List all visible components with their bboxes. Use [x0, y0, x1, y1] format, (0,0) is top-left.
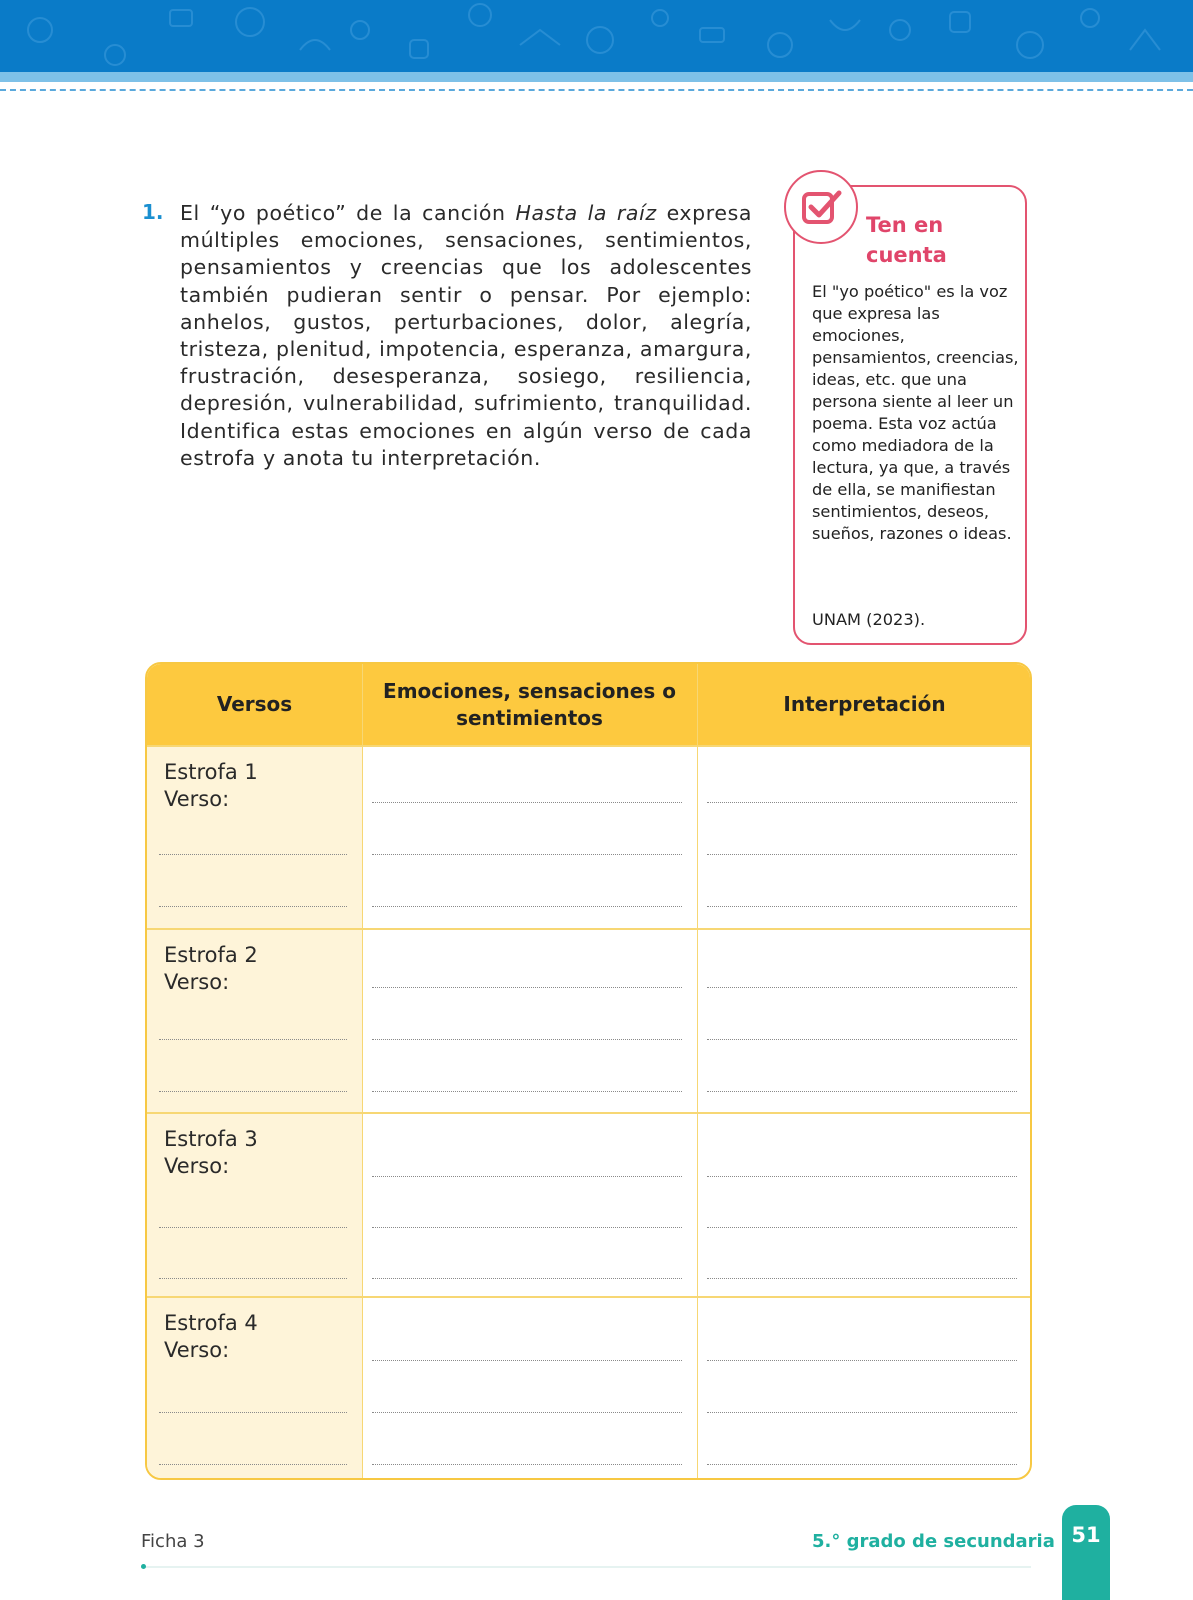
- column-divider: [362, 664, 363, 1478]
- answer-line-emociones[interactable]: [372, 906, 682, 907]
- answer-line-interpretacion[interactable]: [707, 1227, 1017, 1228]
- answer-line-emociones[interactable]: [372, 1360, 682, 1361]
- answer-line-verso[interactable]: [159, 1278, 347, 1279]
- header-stripe: [0, 72, 1193, 82]
- answer-line-interpretacion[interactable]: [707, 1464, 1017, 1465]
- activity-instructions: [180, 200, 752, 472]
- answer-line-interpretacion[interactable]: [707, 906, 1017, 907]
- estrofa-4-title: Estrofa 4: [164, 1311, 258, 1335]
- footer-ficha: Ficha 3: [141, 1531, 205, 1552]
- row-divider: [147, 1112, 1030, 1114]
- answer-line-verso[interactable]: [159, 1039, 347, 1040]
- emotions-table: [145, 662, 1032, 1480]
- page-number-tab: [1062, 1505, 1110, 1600]
- answer-line-emociones[interactable]: [372, 1464, 682, 1465]
- estrofa-2-title: Estrofa 2: [164, 943, 258, 967]
- answer-line-emociones[interactable]: [372, 1176, 682, 1177]
- tip-title-line-1: Ten en: [866, 213, 944, 237]
- answer-line-emociones[interactable]: [372, 802, 682, 803]
- estrofa-4-label: [164, 1310, 258, 1364]
- tip-title: [866, 210, 1016, 270]
- header-emociones: Emociones, sensaciones o sentimientos: [383, 678, 676, 730]
- column-divider: [697, 664, 698, 1478]
- header-pattern-icon: [0, 0, 1193, 72]
- header-versos: Versos: [216, 692, 293, 716]
- answer-line-interpretacion[interactable]: [707, 802, 1017, 803]
- estrofa-3-title: Estrofa 3: [164, 1127, 258, 1151]
- tip-source: UNAM (2023).: [812, 610, 926, 629]
- answer-line-verso[interactable]: [159, 906, 347, 907]
- estrofa-3-verso: Verso:: [164, 1154, 230, 1178]
- answer-line-interpretacion[interactable]: [707, 1412, 1017, 1413]
- checkbox-check-icon: [800, 186, 844, 230]
- answer-line-verso[interactable]: [159, 1464, 347, 1465]
- answer-line-verso[interactable]: [159, 854, 347, 855]
- footer-dot-icon: [141, 1564, 146, 1569]
- row-divider: [147, 1296, 1030, 1298]
- answer-line-interpretacion[interactable]: [707, 854, 1017, 855]
- answer-line-interpretacion[interactable]: [707, 1039, 1017, 1040]
- estrofa-1-verso: Verso:: [164, 787, 230, 811]
- answer-line-interpretacion[interactable]: [707, 1278, 1017, 1279]
- answer-line-interpretacion[interactable]: [707, 1176, 1017, 1177]
- estrofa-3-label: [164, 1126, 258, 1180]
- answer-line-verso[interactable]: [159, 1412, 347, 1413]
- estrofa-2-label: [164, 942, 258, 996]
- footer-divider: [141, 1566, 1031, 1568]
- header-interpretacion: Interpretación: [783, 692, 946, 716]
- estrofa-1-title: Estrofa 1: [164, 760, 258, 784]
- song-title: Hasta la raíz: [515, 201, 657, 225]
- tip-body: El "yo poético" es la voz que expresa las emociones, pensamientos, creencias, ideas, etc. que una persona siente al leer un poema. Esta voz actúa como mediadora de la lectura, ya que, a través de ella, se manifiestan sentimientos, deseos, sueños, razones o ideas.: [812, 282, 1019, 543]
- answer-line-verso[interactable]: [159, 1227, 347, 1228]
- header-dashed-divider: [0, 89, 1193, 91]
- activity-number: 1.: [142, 200, 164, 224]
- row-divider: [147, 745, 1030, 747]
- tip-title-line-2: cuenta: [866, 243, 947, 267]
- header-band: [0, 0, 1193, 72]
- answer-line-interpretacion[interactable]: [707, 1360, 1017, 1361]
- activity-text-before: El “yo poético” de la canción: [180, 201, 516, 225]
- estrofa-2-verso: Verso:: [164, 970, 230, 994]
- answer-line-emociones[interactable]: [372, 987, 682, 988]
- answer-line-emociones[interactable]: [372, 1278, 682, 1279]
- page-number: 51: [1071, 1523, 1101, 1547]
- answer-line-emociones[interactable]: [372, 1412, 682, 1413]
- row-divider: [147, 928, 1030, 930]
- answer-line-emociones[interactable]: [372, 1091, 682, 1092]
- estrofa-4-verso: Verso:: [164, 1338, 230, 1362]
- tip-icon-badge: [784, 170, 858, 244]
- answer-line-interpretacion[interactable]: [707, 987, 1017, 988]
- footer-grade: 5.° grado de secundaria: [812, 1531, 1055, 1552]
- answer-line-verso[interactable]: [159, 1091, 347, 1092]
- answer-line-interpretacion[interactable]: [707, 1091, 1017, 1092]
- answer-line-emociones[interactable]: [372, 854, 682, 855]
- answer-line-emociones[interactable]: [372, 1227, 682, 1228]
- activity-text-after: expresa múltiples emociones, sensaciones, sentimientos, pensamientos y creencias que los adolescentes también pudieran sentir o pensar. Por ejemplo: anhelos, gustos, perturbaciones, dolor, alegría, tristeza, plenitud, impotencia, esperanza, amargura, frustración, desesperanza, sosiego, resiliencia, depresión, vulnerabilidad, sufrimiento, tranquilidad. Identifica estas emociones en algún verso de cada estrofa y anota tu interpretación.: [180, 201, 753, 470]
- answer-line-emociones[interactable]: [372, 1039, 682, 1040]
- estrofa-1-label: [164, 759, 258, 813]
